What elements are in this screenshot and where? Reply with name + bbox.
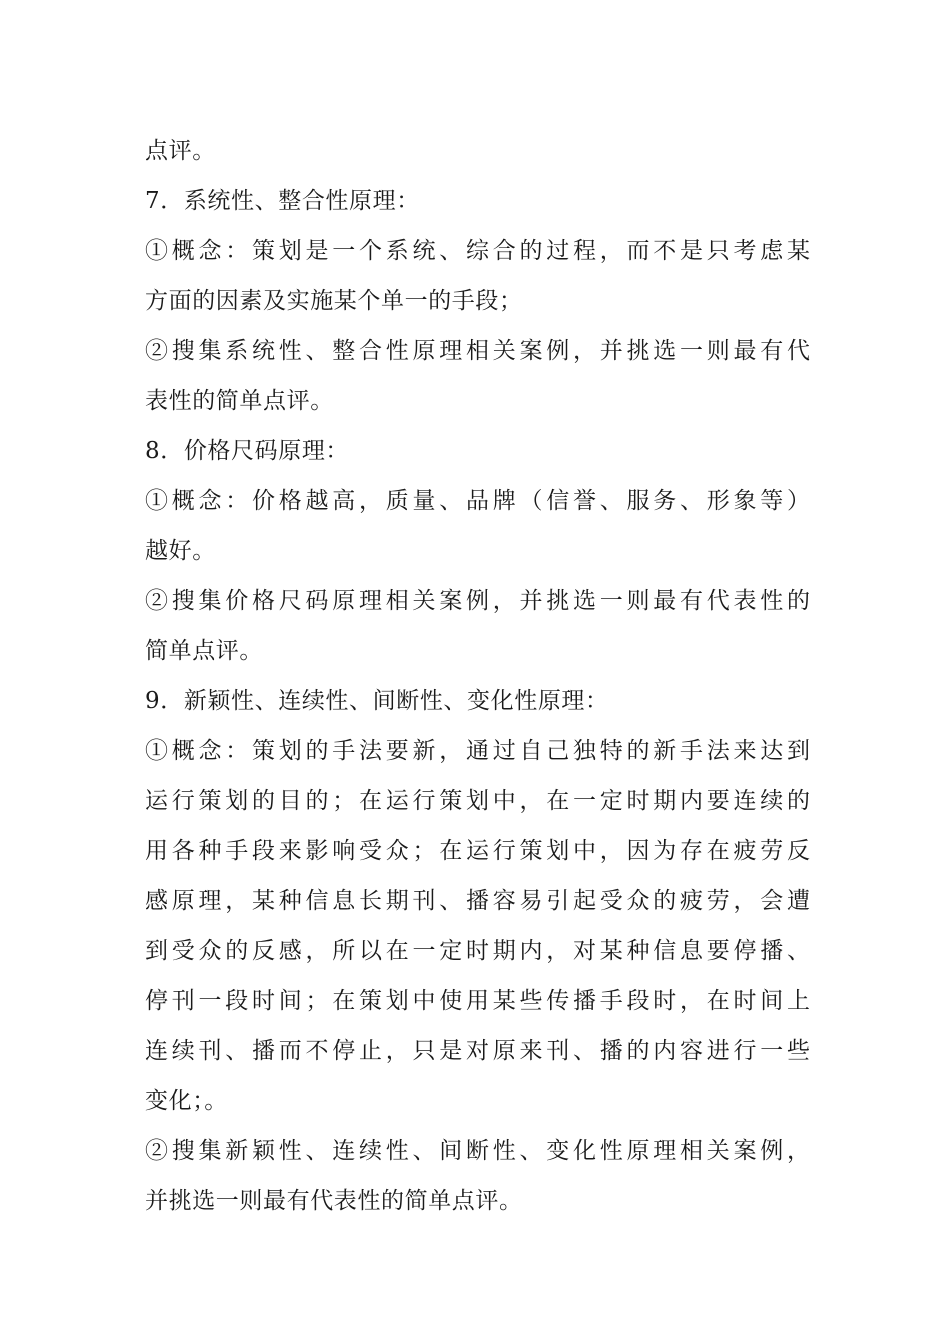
section-heading-8: 8．价格尺码原理： [145, 438, 350, 464]
text-line: ①概念：策划的手法要新，通过自己独特的新手法来达到 [145, 738, 810, 764]
text-line: ②搜集价格尺码原理相关案例，并挑选一则最有代表性的 [145, 588, 810, 614]
section-heading-9: 9．新颖性、连续性、间断性、变化性原理： [145, 688, 609, 714]
text-line: 并挑选一则最有代表性的简单点评。 [145, 1188, 523, 1214]
text-line: 停刊一段时间；在策划中使用某些传播手段时，在时间上 [145, 988, 810, 1014]
text-line: 用各种手段来影响受众；在运行策划中，因为存在疲劳反 [145, 838, 810, 864]
text-line: 越好。 [145, 538, 216, 564]
text-line: 方面的因素及实施某个单一的手段； [145, 288, 523, 314]
text-line: 简单点评。 [145, 638, 263, 664]
text-line: ①概念：策划是一个系统、综合的过程，而不是只考虑某 [145, 238, 810, 264]
text-line: ②搜集新颖性、连续性、间断性、变化性原理相关案例， [145, 1138, 810, 1164]
text-line: 运行策划的目的；在运行策划中，在一定时期内要连续的 [145, 788, 810, 814]
text-line: ①概念：价格越高，质量、品牌（信誉、服务、形象等） [145, 488, 810, 514]
document-body [145, 126, 810, 1226]
text-line: 点评。 [145, 138, 216, 164]
text-line: 变化；。 [145, 1088, 228, 1114]
text-line: 感原理，某种信息长期刊、播容易引起受众的疲劳，会遭 [145, 888, 810, 914]
text-line: 连续刊、播而不停止，只是对原来刊、播的内容进行一些 [145, 1038, 810, 1064]
text-line: 表性的简单点评。 [145, 388, 334, 414]
section-heading-7: 7．系统性、整合性原理： [145, 188, 420, 214]
text-line: 到受众的反感，所以在一定时期内，对某种信息要停播、 [145, 938, 810, 964]
text-line: ②搜集系统性、整合性原理相关案例，并挑选一则最有代 [145, 338, 810, 364]
